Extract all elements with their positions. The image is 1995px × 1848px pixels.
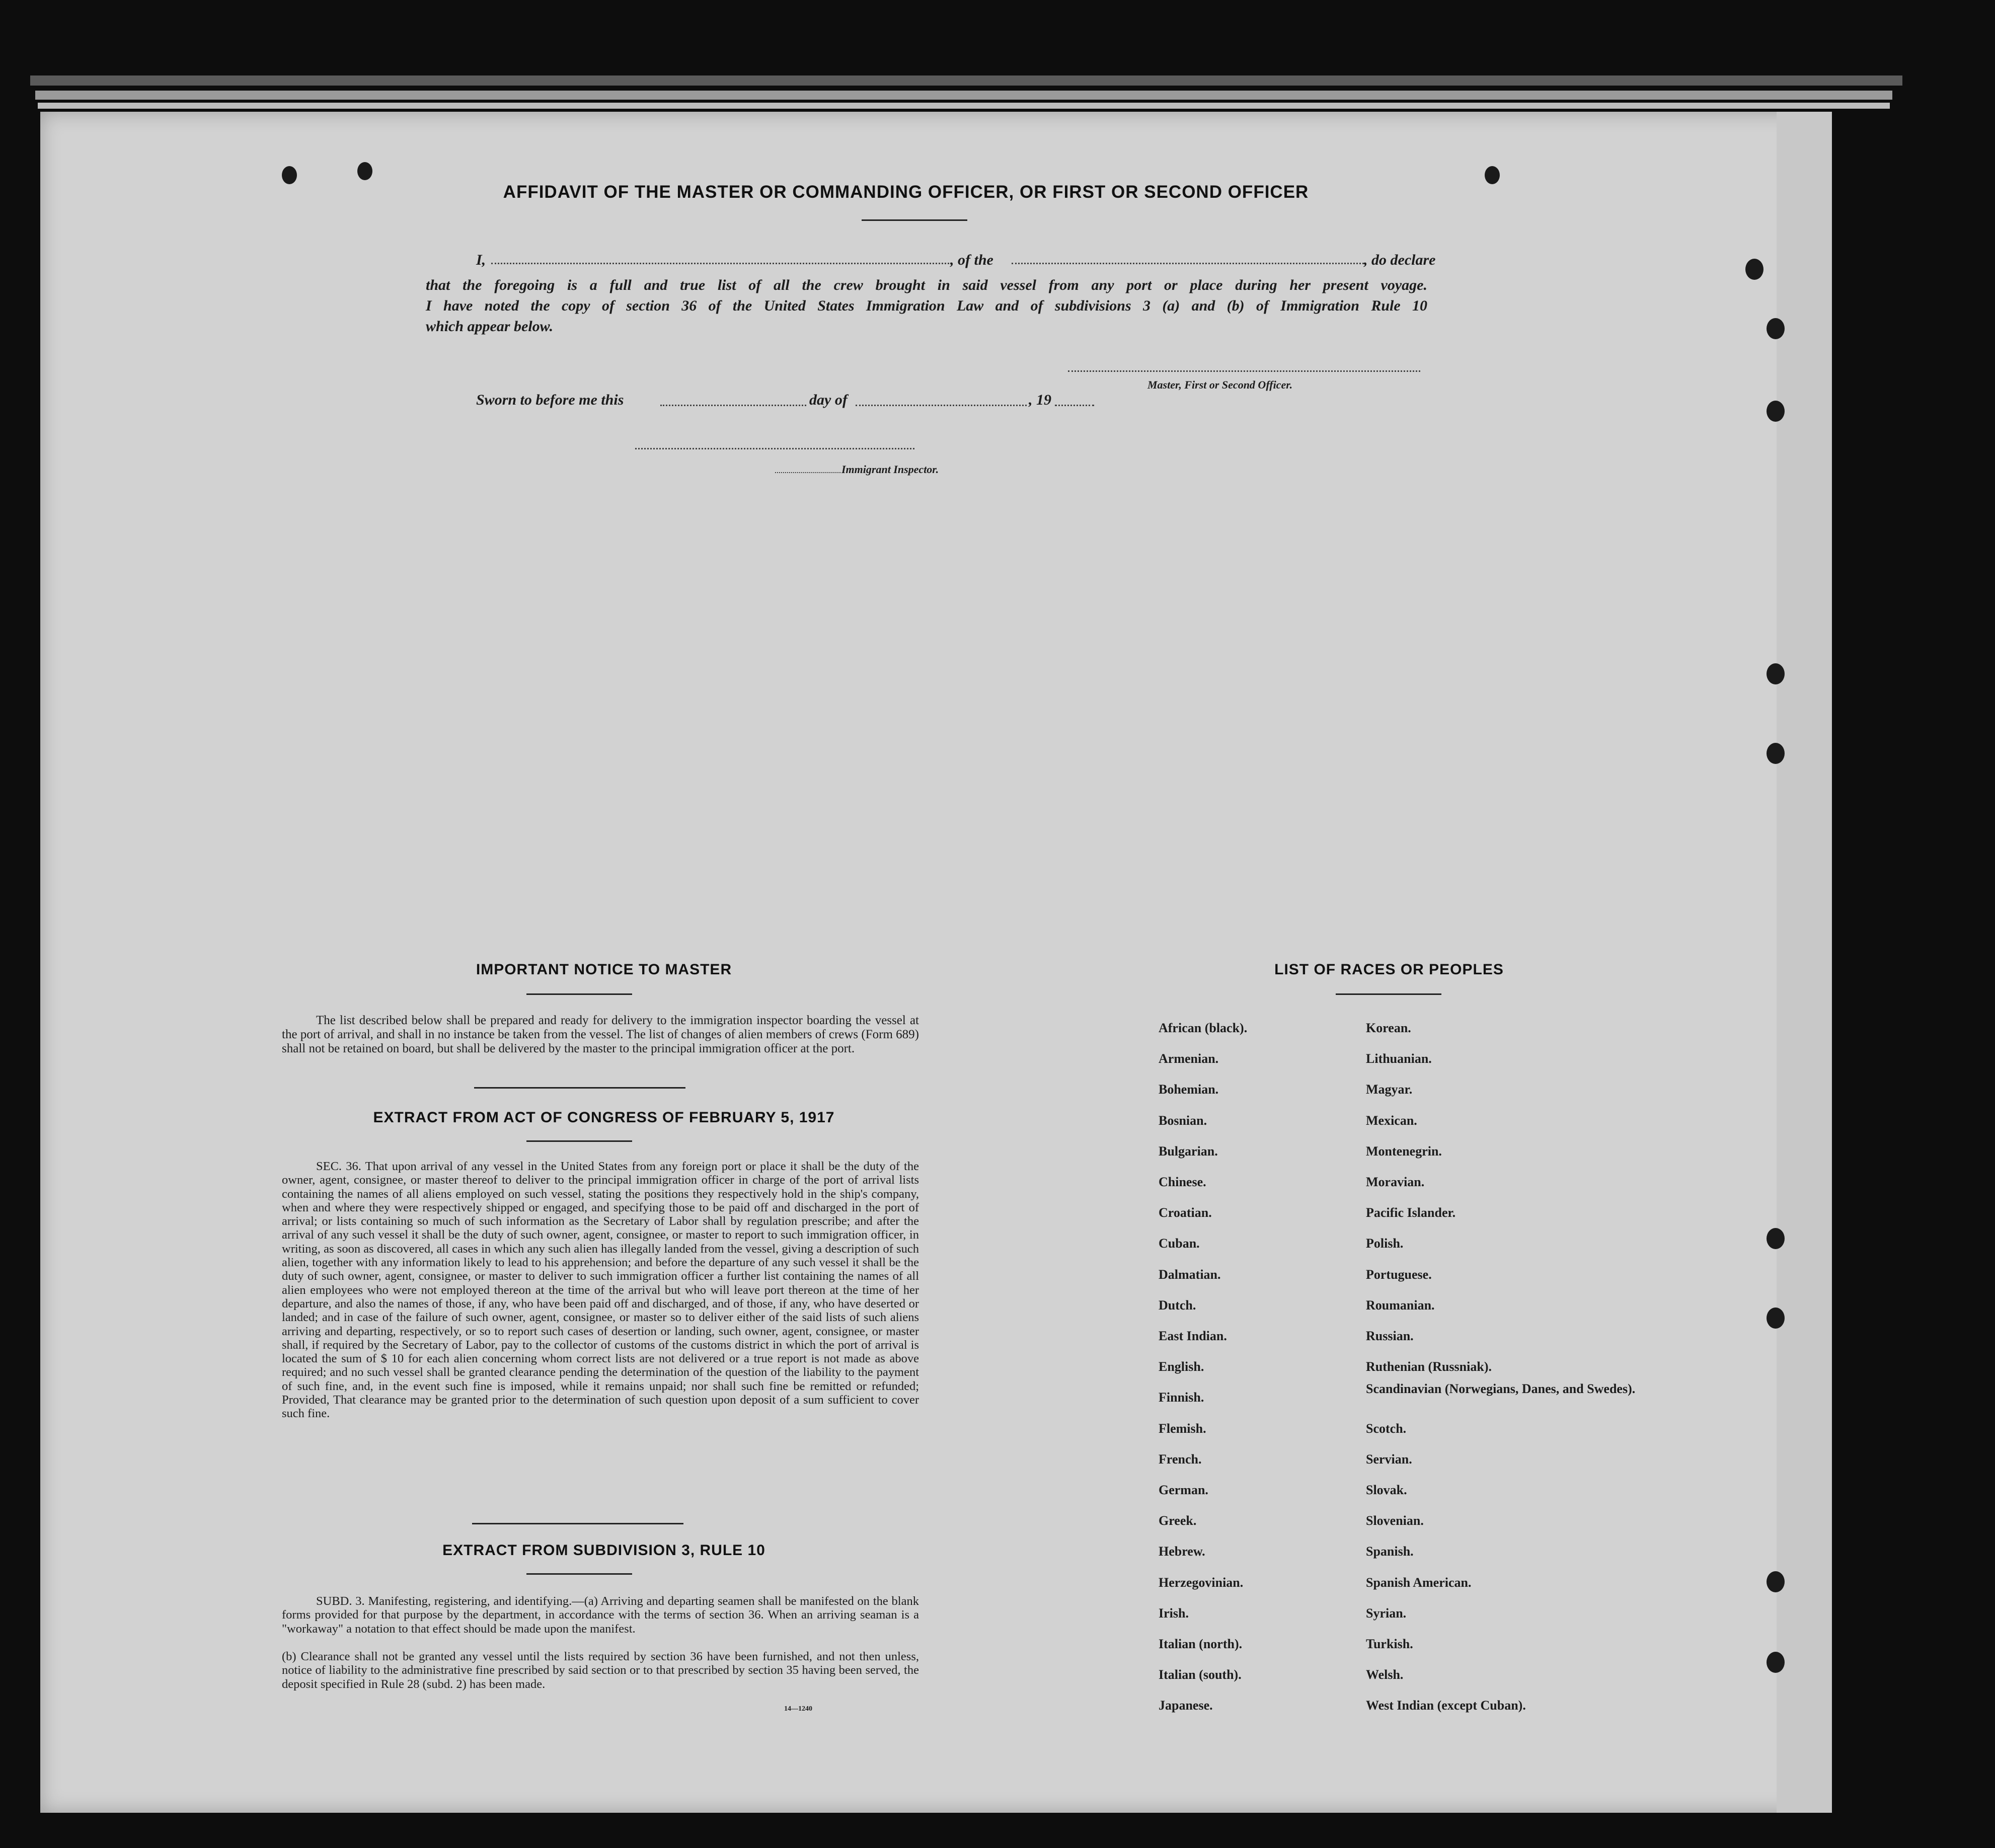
page-stack-edge: [30, 75, 1902, 86]
notice-divider: [474, 1087, 685, 1089]
master-signature-line: [1068, 370, 1420, 372]
race-item: Dalmatian.: [1159, 1267, 1221, 1282]
race-item: African (black).: [1159, 1021, 1248, 1035]
race-item: German.: [1159, 1483, 1208, 1498]
race-item: Irish.: [1159, 1605, 1189, 1621]
sworn-text: Sworn to before me this: [476, 392, 624, 408]
declaration-text: that the foregoing is a full and true list of all the crew brought in said vessel from any port or place during her present voyage. I have noted the copy of section 36 of the United States Immigration Law and of subdivisions 3 (a) and (b) of Immigration Rule 10 which appear below.: [426, 277, 1427, 335]
master-signature-label: Master, First or Second Officer.: [1147, 378, 1293, 391]
race-item: West Indian (except Cuban).: [1366, 1698, 1526, 1713]
punch-hole: [1767, 401, 1785, 422]
inspector-lead-line: [775, 472, 840, 473]
race-item: Magyar.: [1366, 1082, 1413, 1097]
race-item: Spanish.: [1366, 1544, 1414, 1559]
race-item: Greek.: [1159, 1513, 1197, 1528]
form-number: 14—1240: [784, 1705, 812, 1713]
race-item: Bulgarian.: [1159, 1143, 1218, 1159]
punch-hole: [1767, 743, 1785, 764]
race-item: Servian.: [1366, 1451, 1412, 1467]
race-item: Turkish.: [1366, 1637, 1413, 1652]
race-item: Slovenian.: [1366, 1513, 1424, 1528]
act-divider: [472, 1523, 683, 1524]
race-item: Moravian.: [1366, 1175, 1425, 1190]
declaration-of-the: , of the: [950, 252, 993, 268]
vessel-blank: [1012, 263, 1364, 264]
race-item: Syrian.: [1366, 1605, 1407, 1621]
notice-heading-rule: [526, 993, 632, 995]
race-item: Pacific Islander.: [1366, 1205, 1456, 1220]
act-extract-heading: EXTRACT FROM ACT OF CONGRESS OF FEBRUARY 5, 1917: [373, 1109, 835, 1126]
notice-heading: IMPORTANT NOTICE TO MASTER: [476, 961, 732, 978]
race-item: Montenegrin.: [1366, 1143, 1442, 1159]
race-item: Ruthenian (Russniak).: [1366, 1359, 1492, 1374]
sworn-day-of: day of: [809, 392, 848, 408]
inspector-label: Immigrant Inspector.: [841, 463, 939, 476]
name-blank: [491, 263, 949, 264]
race-item: French.: [1159, 1451, 1202, 1467]
rule-extract-text-b: (b) Clearance shall not be granted any vessel until the lists required by section 36 have been furnished, and not then unless, notice of liability to the administrative fine prescribed by said section or to that prescribed by section 35 having been served, the deposit specified in Rule 28 (subd. 2) has been made.: [282, 1650, 919, 1691]
race-item: Italian (north).: [1159, 1637, 1243, 1652]
act-heading-rule: [526, 1140, 632, 1142]
race-item: East Indian.: [1159, 1329, 1227, 1344]
races-heading: LIST OF RACES OR PEOPLES: [1274, 961, 1504, 978]
race-item: Mexican.: [1366, 1113, 1417, 1128]
binder-strip: [1777, 112, 1832, 1813]
race-item: Chinese.: [1159, 1175, 1206, 1190]
sworn-year-blank: [1055, 405, 1094, 406]
races-heading-rule: [1336, 993, 1441, 995]
race-item: Hebrew.: [1159, 1544, 1205, 1559]
race-item: Welsh.: [1366, 1667, 1404, 1682]
race-item: Armenian.: [1159, 1051, 1219, 1066]
punch-hole: [1767, 663, 1785, 684]
rule-extract-heading: EXTRACT FROM SUBDIVISION 3, RULE 10: [442, 1542, 765, 1559]
race-item: Dutch.: [1159, 1297, 1196, 1313]
race-item: Scotch.: [1366, 1421, 1407, 1436]
punch-hole: [1767, 318, 1785, 339]
punch-hole: [357, 162, 372, 180]
race-item: Bosnian.: [1159, 1113, 1207, 1128]
title-underline: [862, 219, 967, 221]
affidavit-title: AFFIDAVIT OF THE MASTER OR COMMANDING OFFICER, OR FIRST OR SECOND OFFICER: [503, 182, 1309, 202]
race-item: Polish.: [1366, 1236, 1404, 1251]
sworn-month-blank: [856, 405, 1027, 406]
punch-hole: [1767, 1571, 1785, 1592]
race-item: Korean.: [1366, 1021, 1411, 1035]
act-extract-text: SEC. 36. That upon arrival of any vessel in the United States from any foreign port or place it shall be the duty of the owner, agent, consignee, or master thereof to deliver to the principal immigration officer in charge of the port of arrival lists containing the names of all aliens employed on such vessel, stating the positions they respectively hold in the ship's company, when and where they were respectively shipped or engaged, and specifying those to be paid off and discharged in the port of arrival; or lists containing so much of such information as the Secretary of Labor shall by regulation prescribe; and after the arrival of any such vessel it shall be the duty of such owner, agent, consignee, or master to report to such immigration officer, in writing, as soon as discovered, all cases in which any such alien has illegally landed from the vessel, giving a description of such alien, together with any information likely to lead to his apprehension; and before the departure of any such vessel it shall be the duty of such owner, agent, consignee, or master to deliver to such immigration officer a further list containing the names of all alien employees who were not employed thereon at the time of the arrival but who will leave port thereon at the time of her departure, and also the names of those, if any, who have been paid off and discharged, and of those, if any, who have deserted or landed; and in case of the failure of such owner, agent, consignee, or master so to deliver either of the said lists of such aliens arriving and departing, respectively, or so to report such cases of desertion or landing, such owner, agent, consignee, or master shall, if required by the Secretary of Labor, pay to the collector of customs of the customs district in which the port of arrival is located the sum of $ 10 for each alien concerning whom correct lists are not delivered or a true report is not made as above required; and no such vessel shall be granted clearance pending the determination of the question of the liability to the payment of such fine, and, in the event such fine is imposed, while it remains unpaid; nor shall such fine be remitted or refunded; Provided, That clearance may be granted prior to the determination of such question upon deposit of a sum sufficient to cover such fine.: [282, 1160, 919, 1421]
race-item: Cuban.: [1159, 1236, 1200, 1251]
race-item: Spanish American.: [1366, 1575, 1472, 1590]
race-item: Roumanian.: [1366, 1297, 1435, 1313]
notice-paragraph: The list described below shall be prepared and ready for delivery to the immigration inspector boarding the vessel at the port of arrival, and shall in no instance be taken from the vessel. The list of changes of alien members of crews (Form 689) shall not be retained on board, but shall be delivered by the master to the principal immigration officer at the port.: [282, 1014, 919, 1055]
race-item: Bohemian.: [1159, 1082, 1219, 1097]
races-column-right: [1366, 1013, 1635, 1721]
race-item: Slovak.: [1366, 1483, 1407, 1498]
race-item: Italian (south).: [1159, 1667, 1242, 1682]
punch-hole: [1485, 166, 1500, 184]
page-stack-edge: [38, 103, 1890, 109]
punch-hole: [282, 166, 297, 184]
race-item: Portuguese.: [1366, 1267, 1432, 1282]
page-stack-edge: [35, 91, 1892, 100]
races-column-left: [1159, 1013, 1247, 1721]
race-item: Scandinavian (Norwegians, Danes, and Swedes).: [1366, 1381, 1636, 1397]
declaration-do-declare: , do declare: [1364, 252, 1436, 268]
rule-heading-rule: [526, 1573, 632, 1575]
race-item: English.: [1159, 1359, 1204, 1374]
inspector-signature-line: [635, 448, 914, 449]
punch-hole: [1767, 1652, 1785, 1673]
race-item: Croatian.: [1159, 1205, 1212, 1220]
punch-hole: [1767, 1307, 1785, 1329]
declaration-i: I,: [476, 252, 486, 268]
race-item: Japanese.: [1159, 1698, 1213, 1713]
race-item: Lithuanian.: [1366, 1051, 1432, 1066]
punch-hole: [1767, 1228, 1785, 1249]
race-item: Flemish.: [1159, 1421, 1206, 1436]
sworn-year-prefix: , 19: [1029, 392, 1051, 408]
punch-hole: [1745, 259, 1763, 280]
race-item: Herzegovinian.: [1159, 1575, 1244, 1590]
document-page: [40, 112, 1832, 1813]
race-item: Finnish.: [1159, 1390, 1204, 1405]
sworn-day-blank: [660, 405, 806, 406]
race-item: Russian.: [1366, 1329, 1414, 1344]
rule-extract-text-a: SUBD. 3. Manifesting, registering, and identifying.—(a) Arriving and departing seamen shall be manifested on the blank forms provided for that purpose by the department, in accordance with the terms of section 36. When an arriving seaman is a "workaway" a notation to that effect should be made upon the manifest.: [282, 1594, 919, 1636]
